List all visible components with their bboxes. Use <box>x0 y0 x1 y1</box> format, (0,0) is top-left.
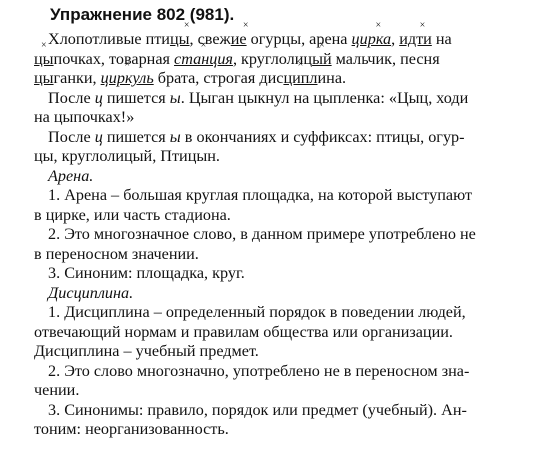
sentence-line-3 <box>34 69 532 89</box>
text-fragment: После <box>48 127 95 146</box>
underlined-ending: × ие <box>231 30 247 48</box>
exercise-page <box>0 5 550 470</box>
italic-letter: ы <box>169 127 181 146</box>
text-fragment: огурцы, арена <box>246 30 352 48</box>
arena-point-1 <box>34 186 532 225</box>
italic-underlined-word: × станция <box>174 50 233 68</box>
sentence-line-1 <box>34 30 532 50</box>
discipline-point-1-line-3: Дисциплина – учебный предмет. <box>34 342 259 360</box>
text-fragment: . Цыган цыкнул на цыпленка: «Цыц, ходи <box>180 88 469 107</box>
italic-underlined-word: × цирка <box>352 30 392 48</box>
discipline-point-3-line-2: тоним: неорганизованность. <box>34 420 229 438</box>
text-fragment: После <box>48 88 95 107</box>
italic-letter: ц <box>94 88 103 107</box>
italic-letter: ы <box>169 88 181 107</box>
text-fragment: почках, товарная <box>53 49 175 68</box>
underlined-syllable: цы <box>34 69 54 87</box>
sentence-line-2 <box>34 50 532 70</box>
discipline-point-1 <box>34 303 532 362</box>
discipline-heading: Дисциплина. <box>48 283 134 302</box>
arena-point-2-line-1: 2. Это многозначное слово, в данном примере употреблено не <box>48 225 476 243</box>
text-fragment: в окончаниях и суффиксах: птицы, огур- <box>180 127 465 146</box>
rule-2-line-1 <box>34 128 532 148</box>
text-fragment: пишется <box>102 127 170 146</box>
discipline-point-3-line-1: 3. Синонимы: правило, порядок или предмет (учебный). Ан- <box>48 400 467 419</box>
exercise-sentence <box>34 30 532 89</box>
italic-letter: ц <box>94 127 103 146</box>
underlined-word: × идти <box>399 30 432 48</box>
discipline-point-1-line-1: 1. Дисциплина – определенный порядок в поведении людей, <box>48 303 466 321</box>
arena-point-1-line-2: в цирке, или часть стадиона. <box>34 205 231 224</box>
arena-point-1-line-1: 1. Арена – большая круглая площадка, на которой выступают <box>48 186 473 204</box>
text-fragment: брата, строгая дис <box>153 69 284 87</box>
text-fragment: мальчик, песня <box>331 49 440 68</box>
rule-paragraph-1 <box>34 89 532 128</box>
text-fragment: ганки, <box>53 69 101 87</box>
rule-paragraph-2 <box>34 128 532 167</box>
text-fragment: , свеж <box>189 30 231 48</box>
text-fragment: Хлопотливые пти <box>48 30 170 48</box>
arena-point-2 <box>34 225 532 264</box>
discipline-point-2-line-2: чении. <box>34 381 80 399</box>
rule-1-line-2: на цыпочках!» <box>34 108 135 126</box>
arena-heading: Арена. <box>48 166 94 185</box>
text-fragment: , <box>391 30 400 48</box>
underlined-ending: × цы <box>170 30 190 48</box>
underlined-syllable: × ципл <box>283 69 317 87</box>
text-fragment: на <box>431 30 452 48</box>
text-fragment: ина. <box>317 69 347 87</box>
exercise-title: Упражнение 802 (981). <box>50 5 235 24</box>
rule-2-line-2: цы, круглолицый, Птицын. <box>34 147 220 165</box>
italic-underlined-word: × циркуль <box>101 69 154 87</box>
discipline-point-1-line-2: отвечающий нормам и правилам общества или организации. <box>34 322 453 341</box>
discipline-point-3 <box>34 401 532 440</box>
arena-point-3-line-1: 3. Синоним: площадка, круг. <box>48 264 245 282</box>
underlined-syllable: × цы <box>34 50 54 68</box>
arena-point-3 <box>34 264 532 284</box>
arena-point-2-line-2: в переносном значении. <box>34 244 199 263</box>
discipline-point-2 <box>34 362 532 401</box>
text-fragment: пишется <box>102 88 170 107</box>
underlined-ending: × ый <box>312 50 332 68</box>
rule-1-line-1 <box>34 89 532 109</box>
discipline-point-2-line-1: 2. Это слово многозначно, употреблено не в переносном зна- <box>48 361 470 380</box>
text-fragment: , круглолиц <box>232 49 313 68</box>
